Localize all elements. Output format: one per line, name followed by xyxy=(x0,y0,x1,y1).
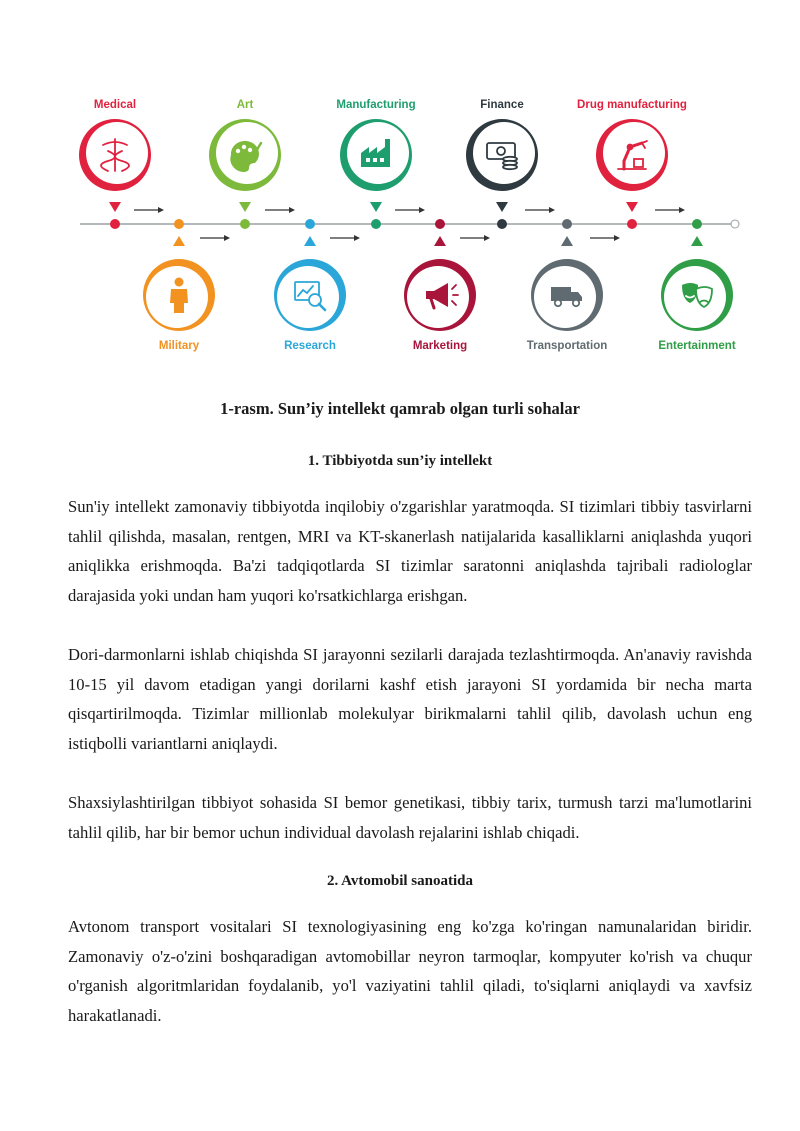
domain-label: Art xyxy=(236,99,254,111)
flow-arrow-head xyxy=(289,207,295,213)
paragraph: Avtonom transport vositalari SI texnologiyasining eng ko'zga ko'ringan namunalaridan biridir. Zamonaviy o'z-o'zini boshqaradigan avtomobillar neyron tarmoqlar, kompyuter ko'rish va chuqur o'rganish algoritmlaridan foydalanib, yo'l vaziyatini tahlil qiladi, to'siqlarni aniqlaydi va xavfsiz harakatlanadi. xyxy=(68,917,752,1025)
flow-arrow-head xyxy=(484,235,490,241)
domain-label: Entertainment xyxy=(658,340,736,352)
pointer-triangle xyxy=(691,236,703,246)
pointer-triangle xyxy=(370,202,382,212)
timeline-dot xyxy=(110,219,120,229)
flow-arrow-head xyxy=(224,235,230,241)
node-disc xyxy=(603,122,665,184)
section-heading-medicine: 1. Tibbiyotda sun’iy intellekt xyxy=(307,453,493,469)
domain-label: Military xyxy=(158,340,200,352)
domain-label: Manufacturing xyxy=(336,99,416,111)
timeline-dot xyxy=(240,219,250,229)
pointer-triangle xyxy=(304,236,316,246)
paragraph: Dori-darmonlarni ishlab chiqishda SI jarayonni sezilarli darajada tezlashtirmoqda. An'anaviy ravishda 10-15 yil davom etadigan yangi dorilarni kashf etish jarayoni SI yordamida bir necha marta qisqartirilmoqda. Tizimlar millionlab molekulyar birikmalarni tahlil qilib, davolash uchun eng istiqbolli variantlarni aniqlaydi. xyxy=(68,645,752,753)
pointer-triangle xyxy=(239,202,251,212)
pointer-triangle xyxy=(626,202,638,212)
domain-label: Medical xyxy=(93,99,137,111)
pointer-triangle xyxy=(109,202,121,212)
paragraph: Shaxsiylashtirilgan tibbiyot sohasida SI bemor genetikasi, tibbiy tarix, turmush tarzi ma'lumotlarini tahlil qilib, har bir bemor uchun individual davolash rejalarini ishlab chiqadi. xyxy=(68,793,752,842)
paragraph: Sun'iy intellekt zamonaviy tibbiyotda inqilobiy o'zgarishlar yaratmoqda. SI tizimlari tibbiy tasvirlarni tahlil qilishda, masalan, rentgen, MRI va KT-skanerlash natijalarida kasalliklarni aniqlashda yuqori aniqlikka erishmoqda. Ba'zi tadqiqotlarda SI tizimlar saratonni aniqlashda tajribali radiologlar darajasida yoki undan ham yuqori ko'rsatkichlarga erishgan. xyxy=(68,497,752,605)
domain-label: Research xyxy=(284,340,336,352)
pointer-triangle xyxy=(434,236,446,246)
timeline-dot xyxy=(562,219,572,229)
domain-label: Transportation xyxy=(526,340,608,352)
timeline-dot xyxy=(305,219,315,229)
flow-arrow-head xyxy=(679,207,685,213)
timeline-dot xyxy=(435,219,445,229)
node-disc xyxy=(277,266,339,328)
timeline-dot xyxy=(174,219,184,229)
domain-label: Drug manufacturing xyxy=(577,99,687,111)
pointer-triangle xyxy=(173,236,185,246)
timeline-dot xyxy=(497,219,507,229)
flow-arrow-head xyxy=(614,235,620,241)
timeline-nodes xyxy=(79,99,736,352)
flow-arrow-head xyxy=(419,207,425,213)
section-heading-automotive: 2. Avtomobil sanoatida xyxy=(327,873,473,889)
domain-label: Finance xyxy=(480,99,524,111)
flow-arrow-head xyxy=(549,207,555,213)
timeline-dot xyxy=(371,219,381,229)
pointer-triangle xyxy=(561,236,573,246)
ai-domains-infographic xyxy=(70,85,750,365)
pointer-triangle xyxy=(496,202,508,212)
timeline-end-dot xyxy=(731,220,739,228)
domain-label: Marketing xyxy=(412,340,468,352)
timeline-dot xyxy=(627,219,637,229)
figure-caption: 1-rasm. Sun’iy intellekt qamrab olgan turli sohalar xyxy=(220,399,580,418)
flow-arrow-head xyxy=(158,207,164,213)
flow-arrow-head xyxy=(354,235,360,241)
timeline-dot xyxy=(692,219,702,229)
